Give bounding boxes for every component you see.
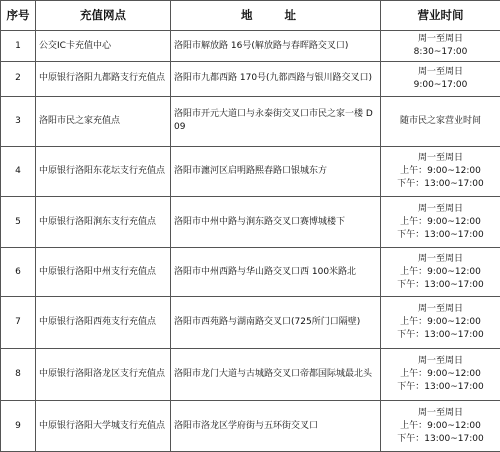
hours-line: 上午：9:00~12:00	[400, 166, 481, 177]
row-index: 6	[1, 247, 36, 296]
row-name: 中原银行洛阳西苑支行充值点	[36, 297, 171, 349]
header-name: 充值网点	[36, 1, 171, 31]
table-row	[1, 62, 500, 96]
row-name: 中原银行洛阳大学城支行充值点	[36, 401, 171, 452]
hours-line: 下午：13:00~17:00	[397, 229, 484, 240]
table-row	[1, 96, 500, 146]
hours-line: 上午：9:00~12:00	[400, 369, 481, 380]
row-index: 5	[1, 197, 36, 247]
row-hours	[381, 96, 500, 146]
row-address: 洛阳市洛龙区学府街与五环街交叉口	[171, 401, 381, 452]
row-hours	[381, 31, 500, 62]
row-index: 3	[1, 96, 36, 146]
header-row	[1, 1, 500, 31]
header-hours: 营业时间	[381, 1, 500, 31]
header-index: 序号	[1, 1, 36, 31]
hours-line: 上午：9:00~12:00	[400, 266, 481, 277]
row-hours	[381, 197, 500, 247]
hours-line: 上午：9:00~12:00	[400, 216, 481, 227]
row-index: 9	[1, 401, 36, 452]
row-address: 洛阳市解放路 16号(解放路与春晖路交叉口)	[171, 31, 381, 62]
row-hours	[381, 146, 500, 196]
hours-line: 周一至周日	[417, 253, 463, 264]
row-name: 中原银行洛阳中州支行充值点	[36, 247, 171, 296]
hours-line: 周一至周日	[417, 356, 463, 367]
row-address: 洛阳市九都西路 170号(九都西路与银川路交叉口)	[171, 62, 381, 96]
hours-line: 周一至周日	[417, 153, 463, 164]
header-address: 地 址	[171, 1, 381, 31]
row-index: 8	[1, 348, 36, 401]
table-row	[1, 297, 500, 349]
row-address: 洛阳市西苑路与湖南路交叉口(725所门口隔壁)	[171, 297, 381, 349]
row-address: 洛阳市瀍河区启明路熙春路口银城东方	[171, 146, 381, 196]
hours-line: 周一至周日	[417, 407, 463, 418]
table-row	[1, 31, 500, 62]
hours-line: 下午：13:00~17:00	[397, 179, 484, 190]
hours-line: 下午：13:00~17:00	[397, 433, 484, 444]
hours-line: 上午：9:00~12:00	[400, 420, 481, 431]
hours-line: 下午：13:00~17:00	[397, 330, 484, 341]
hours-line: 随市民之家营业时间	[399, 115, 481, 126]
row-name: 公交IC卡充值中心	[36, 31, 171, 62]
row-index: 7	[1, 297, 36, 349]
row-hours	[381, 297, 500, 349]
hours-line: 周一至周日	[417, 203, 463, 214]
row-index: 4	[1, 146, 36, 196]
table-row	[1, 197, 500, 247]
row-name: 洛阳市民之家充值点	[36, 96, 171, 146]
hours-line: 上午：9:00~12:00	[400, 317, 481, 328]
hours-line: 下午：13:00~17:00	[397, 382, 484, 393]
row-name: 中原银行洛阳东花坛支行充值点	[36, 146, 171, 196]
table-row	[1, 348, 500, 401]
row-hours	[381, 62, 500, 96]
table-row	[1, 146, 500, 196]
row-hours	[381, 401, 500, 452]
hours-line: 8:30~17:00	[413, 47, 468, 58]
row-index: 2	[1, 62, 36, 96]
row-address: 洛阳市中州中路与涧东路交叉口赛博城楼下	[171, 197, 381, 247]
row-index: 1	[1, 31, 36, 62]
row-name: 中原银行洛阳涧东支行充值点	[36, 197, 171, 247]
hours-line: 9:00~17:00	[413, 79, 468, 90]
row-address: 洛阳市中州西路与华山路交叉口西 100米路北	[171, 247, 381, 296]
row-address: 洛阳市开元大道口与永泰街交叉口市民之家一楼 D09	[171, 96, 381, 146]
row-hours	[381, 247, 500, 296]
hours-line: 下午：13:00~17:00	[397, 279, 484, 290]
hours-line: 周一至周日	[417, 66, 463, 77]
row-hours	[381, 348, 500, 401]
hours-line: 周一至周日	[417, 34, 463, 45]
row-name: 中原银行洛阳九都路支行充值点	[36, 62, 171, 96]
table-row	[1, 401, 500, 452]
hours-line: 周一至周日	[417, 304, 463, 315]
row-name: 中原银行洛阳洛龙区支行充值点	[36, 348, 171, 401]
table-row	[1, 247, 500, 296]
row-address: 洛阳市龙门大道与古城路交叉口帝都国际城最北头	[171, 348, 381, 401]
